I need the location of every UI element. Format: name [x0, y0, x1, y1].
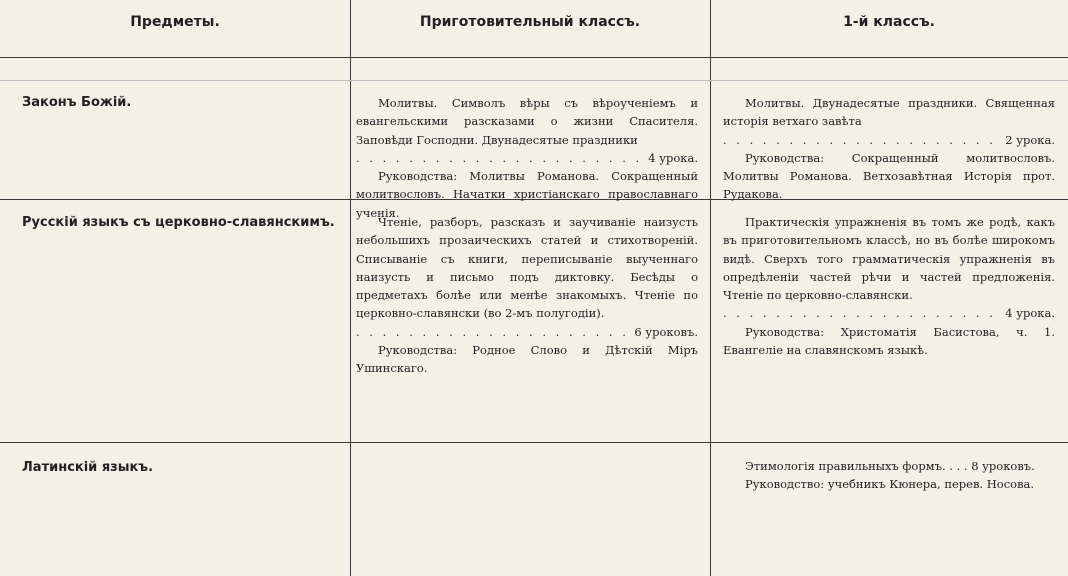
row-divider [0, 80, 1068, 81]
header-subjects: Предметы. [130, 14, 220, 30]
first-topics: Практическія упражненія въ томъ же родѣ, какъ въ приготовительномъ классѣ, но въ болѣе широкомъ видѣ. Сверхъ того грамматическія упражненія въ опредѣленіи частей рѣчи и частей предложенія. Чтеніе по церковно-славянски. [723, 215, 1055, 303]
first-topics: Молитвы. Двунадесятые праздники. Священная исторія ветхаго завѣта [723, 96, 1055, 129]
row-divider [0, 442, 1068, 443]
prep-hours: 6 уроковъ. [634, 324, 698, 339]
column-divider [710, 0, 711, 576]
column-divider [350, 0, 351, 576]
first-cell-law-of-god [723, 94, 1055, 204]
header-first-class: 1-й классъ. [843, 14, 935, 30]
subject-latin: Латинскій языкъ. [22, 460, 154, 475]
first-cell-latin [723, 457, 1055, 494]
first-hours: 4 урока. [1005, 306, 1055, 321]
prep-hours-line [356, 149, 698, 167]
first-textbooks: Руководства: Сокращенный молитвословъ. Молитвы Романова. Ветхозавѣтная Исторія прот. Рудакова. [723, 150, 1055, 202]
first-textbooks: Руководства: Христоматія Басистова, ч. 1. Евангеліе на славянскомъ языкѣ. [723, 324, 1055, 358]
header-prep-class: Приготовительный классъ. [419, 14, 641, 30]
subject-law-of-god: Законъ Божій. [22, 95, 132, 110]
prep-cell-russian [356, 213, 698, 378]
first-hours-line [723, 304, 1055, 322]
prep-hours-line [356, 323, 698, 341]
first-topics: Этимологія правильныхъ формъ. . . . 8 уроковъ. [745, 459, 1035, 473]
prep-hours: 4 урока. [648, 150, 698, 165]
prep-cell-law-of-god [356, 94, 698, 222]
first-textbooks: Руководство: учебникъ Кюнера, перев. Носова. [745, 477, 1035, 492]
first-hours-line [723, 131, 1055, 149]
prep-textbooks: Руководства: Молитвы Романова. Сокращенный молитвословъ. Начатки христіанскаго православнаго ученія. [356, 169, 698, 220]
first-cell-russian [723, 213, 1055, 359]
first-hours: 2 урока. [1005, 132, 1055, 147]
prep-textbooks: Руководства: Родное Слово и Дѣтскій Міръ Ушинскаго. [356, 343, 698, 376]
subject-russian: Русскій языкъ съ церковно-славянскимъ. [22, 215, 335, 230]
prep-topics: Чтеніе, разборъ, разсказъ и заучиваніе наизусть небольшихъ прозаическихъ статей и стихотвореній. Списываніе съ книги, переписываніе выученнаго наизусть и письмо подъ диктовку. Бесѣды о предметахъ болѣе или менѣе знакомыхъ. Чтеніе по церковно-славянски (во 2-мъ полугодіи). [356, 215, 698, 321]
prep-topics: Молитвы. Символъ вѣры съ вѣроученіемъ и евангельскими разсказами о жизни Спасителя. Заповѣди Господни. Двунадесятые праздники [356, 96, 698, 147]
row-divider [0, 57, 1068, 58]
